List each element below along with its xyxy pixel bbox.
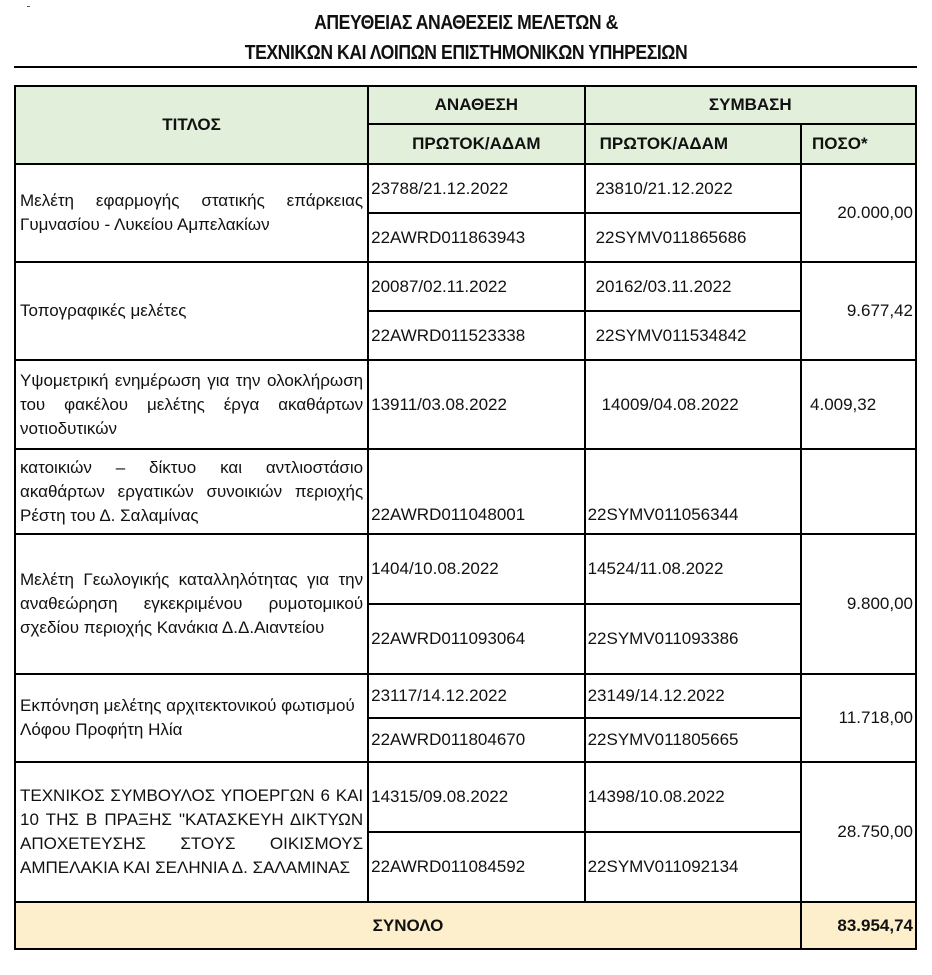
total-amount: 83.954,74 (801, 902, 916, 949)
contract-adam: 22SYMV011056344 (585, 449, 801, 534)
contract-protocol: 20162/03.11.2022 (585, 262, 801, 311)
amount: 11.718,00 (801, 674, 916, 762)
assignment-protocol: 20087/02.11.2022 (368, 262, 584, 311)
contract-protocol: 14524/11.08.2022 (585, 534, 801, 604)
row-title: ΤΕΧΝΙΚΟΣ ΣΥΜΒΟΥΛΟΣ ΥΠΟΕΡΓΩΝ 6 ΚΑΙ 10 ΤΗΣ Β ΠΡΑΞΗΣ "ΚΑΤΑΣΚΕΥΗ ΔΙΚΤΥΩΝ ΑΠΟΧΕΤΕΥΣΗΣ ΣΤΟΥΣ ΟΙΚΙΣΜΟΥΣ ΑΜΠΕΛΑΚΙΑ ΚΑΙ ΣΕΛΗΝΙΑ Δ. ΣΑΛΑΜΙΝΑΣ (15, 762, 368, 902)
contract-protocol: 14009/04.08.2022 (585, 360, 801, 449)
contract-protocol: 14398/10.08.2022 (585, 762, 801, 832)
assignment-protocol: 14315/09.08.2022 (368, 762, 584, 832)
assignment-protocol: 13911/03.08.2022 (368, 360, 584, 449)
assignment-adam: 22AWRD011048001 (368, 449, 584, 534)
assignment-adam: 22AWRD011804670 (368, 718, 584, 762)
assignment-protocol: 1404/10.08.2022 (368, 534, 584, 604)
row-title: Εκπόνηση μελέτης αρχιτεκτονικού φωτισμού Λόφου Προφήτη Ηλία (15, 674, 368, 762)
table-row (15, 762, 916, 832)
header-amount: ΠΟΣΟ* (801, 124, 916, 164)
row-title: Μελέτη Γεωλογικής καταλληλότητας για την αναθεώρηση εγκεκριμένου ρυμοτομικού σχεδίου περιοχής Κανάκια Δ.Δ.Αιαντείου (15, 534, 368, 674)
header-title: ΤΙΤΛΟΣ (15, 86, 368, 164)
assignment-protocol: 23788/21.12.2022 (368, 164, 584, 213)
header-assignment-protocol: ΠΡΩΤΟΚ/ΑΔΑΜ (368, 124, 584, 164)
table-row (15, 164, 916, 213)
row-title-part-2: κατοικιών – δίκτυο και αντλιοστάσιο ακαθάρτων εργατικών συνοικιών περιοχής Ρέστη του Δ. Σαλαμίνας (15, 449, 368, 534)
contract-adam: 22SYMV011093386 (585, 604, 801, 674)
contract-protocol: 23810/21.12.2022 (585, 164, 801, 213)
assignment-adam: 22AWRD011863943 (368, 213, 584, 262)
contract-adam: 22SYMV011865686 (585, 213, 801, 262)
amount: 9.800,00 (801, 534, 916, 674)
contract-adam: 22SYMV011092134 (585, 832, 801, 902)
table-row (15, 534, 916, 604)
contract-protocol: 23149/14.12.2022 (585, 674, 801, 718)
total-label: ΣΥΝΟΛΟ (15, 902, 801, 949)
amount: 4.009,32 (801, 360, 916, 449)
amount-empty (801, 449, 916, 534)
table-row (15, 674, 916, 718)
table-row (15, 262, 916, 311)
amount: 9.677,42 (801, 262, 916, 360)
header-assignment: ΑΝΑΘΕΣΗ (368, 86, 584, 124)
document-title-line-1: ΑΠΕΥΘΕΙΑΣ ΑΝΑΘΕΣΕΙΣ ΜΕΛΕΤΩΝ & (314, 12, 618, 34)
assignments-table (14, 85, 917, 950)
row-title-part-1: Υψομετρική ενημέρωση για την ολοκλήρωση του φακέλου μελέτης έργα ακαθάρτων νοτιοδυτικών (15, 360, 368, 449)
header-row-1 (15, 86, 916, 124)
header-contract-protocol: ΠΡΩΤΟΚ/ΑΔΑΜ (585, 124, 801, 164)
assignment-protocol: 23117/14.12.2022 (368, 674, 584, 718)
row-title: Τοπογραφικές μελέτες (15, 262, 368, 360)
total-row (15, 902, 916, 949)
document-title-line-2: ΤΕΧΝΙΚΩΝ ΚΑΙ ΛΟΙΠΩΝ ΕΠΙΣΤΗΜΟΝΙΚΩΝ ΥΠΗΡΕΣΙΩΝ (244, 42, 688, 64)
table-row (15, 360, 916, 449)
assignment-adam: 22AWRD011093064 (368, 604, 584, 674)
contract-adam: 22SYMV011805665 (585, 718, 801, 762)
amount: 28.750,00 (801, 762, 916, 902)
contract-adam: 22SYMV011534842 (585, 311, 801, 360)
amount: 20.000,00 (801, 164, 916, 262)
assignment-adam: 22AWRD011523338 (368, 311, 584, 360)
assignment-adam: 22AWRD011084592 (368, 832, 584, 902)
header-contract: ΣΥΜΒΑΣΗ (585, 86, 916, 124)
stray-mark (27, 6, 30, 7)
table-row (15, 449, 916, 534)
title-underline (14, 66, 917, 68)
row-title: Μελέτη εφαρμογής στατικής επάρκειας Γυμνασίου - Λυκείου Αμπελακίων (15, 164, 368, 262)
